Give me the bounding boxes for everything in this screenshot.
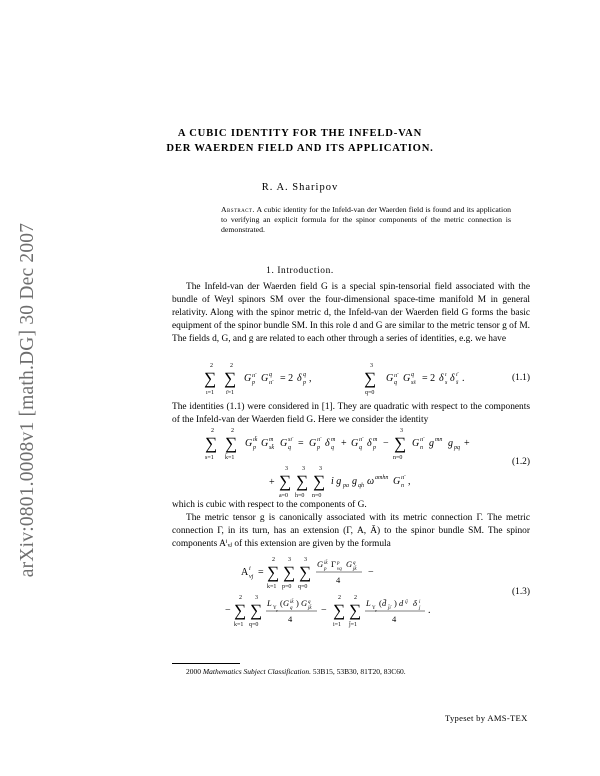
svg-text:ı̄=1: ı̄=1 <box>226 390 235 396</box>
svg-text:−: − <box>383 438 389 449</box>
svg-text:v: v <box>375 608 377 613</box>
svg-text:d̄: d̄ <box>382 598 387 608</box>
svg-text:G: G <box>301 598 308 608</box>
svg-text:2: 2 <box>231 428 234 434</box>
abstract-text: A cubic identity for the Infeld-van der Waerden field is found and its application to verifying an explicit formula for the spinor components of the metric connection is demonstrated. <box>221 205 511 235</box>
svg-text:2: 2 <box>210 363 213 369</box>
svg-text:∑: ∑ <box>364 369 377 388</box>
svg-text:j̄=1: j̄=1 <box>349 622 358 628</box>
svg-text:∑: ∑ <box>225 434 238 453</box>
svg-text:j̄ı̄: j̄ı̄ <box>388 606 391 611</box>
svg-text:δ: δ <box>297 373 302 384</box>
equation-1-3 <box>225 557 485 629</box>
svg-text:−: − <box>368 567 374 578</box>
svg-text:g: g <box>448 438 453 449</box>
svg-text:pq: pq <box>454 445 460 451</box>
svg-text:p: p <box>373 445 376 451</box>
paragraph-intro-text: The Infeld-van der Waerden field G is a special spin-tensorial field associated with the bundle of Weyl spinors SM over the four-dimensional space-time manifold M in general relativity. Along with the spinor metric d, the Infeld-van der Waerden field G forms the basic equipment of the spinor bundle SM. In this role d and G are similar to the metric tensor g of M. The fields d, G, and g are related to each other through a series of identities, e.g. we have <box>172 282 530 345</box>
svg-text:m: m <box>269 437 274 443</box>
svg-text:2: 2 <box>211 428 214 434</box>
svg-text:ss̄: ss̄ <box>411 380 416 386</box>
svg-text:ı=1: ı=1 <box>206 390 215 396</box>
svg-text:ıı̄: ıı̄ <box>394 373 398 379</box>
svg-text:qh: qh <box>358 483 364 489</box>
svg-text:mn: mn <box>435 437 443 443</box>
svg-text:3: 3 <box>370 363 373 369</box>
svg-text:ı̄: ı̄ <box>456 372 458 378</box>
svg-text:p: p <box>252 380 255 386</box>
svg-text:h=0: h=0 <box>295 493 305 499</box>
svg-text:vq: vq <box>337 567 342 572</box>
svg-text:δ: δ <box>450 373 455 384</box>
footnote-codes: 53B15, 53B30, 81T20, 83C60. <box>312 667 406 676</box>
svg-text:sk̄: sk̄ <box>269 445 274 451</box>
svg-text:G: G <box>283 598 290 608</box>
svg-text:=: = <box>258 567 264 578</box>
svg-text:q: q <box>359 445 362 451</box>
svg-text:n=0: n=0 <box>393 455 403 461</box>
svg-text:∑: ∑ <box>349 601 362 620</box>
paragraph-intro <box>172 281 530 346</box>
svg-text:ıı̄: ıı̄ <box>317 437 321 443</box>
svg-text:q: q <box>308 600 311 605</box>
svg-text:G: G <box>412 438 420 449</box>
svg-text:p: p <box>337 561 340 566</box>
svg-text:): ) <box>394 598 397 608</box>
svg-text:q: q <box>303 372 306 378</box>
svg-text:G: G <box>386 373 394 384</box>
svg-text:s: s <box>445 380 448 386</box>
svg-text:n=0: n=0 <box>312 493 322 499</box>
svg-text:q=0: q=0 <box>298 584 308 590</box>
svg-text:v: v <box>276 608 278 613</box>
svg-text:2: 2 <box>338 595 341 601</box>
svg-text:2: 2 <box>230 363 233 369</box>
svg-text:Y: Y <box>273 606 277 611</box>
svg-text:∑: ∑ <box>250 601 263 620</box>
paragraph-identities <box>172 401 530 427</box>
svg-text:i=1: i=1 <box>333 622 342 628</box>
svg-text:3: 3 <box>285 466 288 472</box>
equation-1-2 <box>205 427 505 499</box>
svg-text:3: 3 <box>400 428 403 434</box>
svg-text:m: m <box>331 437 336 443</box>
equation-number-1-3: (1.3) <box>512 587 530 597</box>
svg-text:ıı̄: ıı̄ <box>359 437 363 443</box>
typeset-notice: Typeset by AMS-TEX <box>445 713 528 723</box>
svg-text:G: G <box>351 438 359 449</box>
svg-text:pa: pa <box>343 483 349 489</box>
arxiv-sidebar-stamp <box>14 175 42 625</box>
svg-text:G: G <box>261 373 269 384</box>
svg-text:ık̄: ık̄ <box>253 437 258 443</box>
svg-text:+: + <box>464 438 470 449</box>
svg-text:s=1: s=1 <box>205 455 214 461</box>
paragraph-identities-text: The identities (1.1) were considered in [1]. They are quadratic with respect to the components of the Infeld-van der Waerden field G. Here we consider the identity <box>172 402 530 426</box>
svg-text:a=0: a=0 <box>279 493 289 499</box>
svg-text:3: 3 <box>319 466 322 472</box>
svg-text:−: − <box>321 605 327 616</box>
svg-text:= 2: = 2 <box>422 373 436 384</box>
svg-text:k=1: k=1 <box>234 622 244 628</box>
svg-text:n: n <box>401 483 404 489</box>
svg-text:3: 3 <box>304 557 307 563</box>
svg-text:2: 2 <box>239 595 242 601</box>
footnote-year: 2000 <box>186 667 201 676</box>
section-heading: 1. Introduction. <box>266 266 334 276</box>
svg-text:ıı̄: ıı̄ <box>252 373 256 379</box>
svg-text:3: 3 <box>302 466 305 472</box>
svg-text:+: + <box>341 438 347 449</box>
svg-text:q: q <box>290 606 293 611</box>
svg-text:∑: ∑ <box>205 434 218 453</box>
svg-text:G: G <box>317 559 324 569</box>
svg-text:∑: ∑ <box>299 563 312 582</box>
svg-text:,: , <box>309 373 312 384</box>
footnote-label: Mathematics Subject Classification. <box>202 667 311 676</box>
svg-text:d: d <box>399 598 404 608</box>
svg-text:∑: ∑ <box>267 563 280 582</box>
svg-text:G: G <box>346 559 353 569</box>
svg-text:ıı̄: ıı̄ <box>420 437 424 443</box>
svg-text:G: G <box>244 373 252 384</box>
svg-text:δ: δ <box>413 598 417 608</box>
svg-text:i: i <box>249 566 251 572</box>
svg-text:,: , <box>408 476 411 487</box>
svg-text:q: q <box>288 445 291 451</box>
svg-text:δ: δ <box>325 438 330 449</box>
svg-text:ı̄j: ı̄j <box>405 600 408 605</box>
paragraph-cubic-text: which is cubic with respect to the components of G. <box>172 500 367 510</box>
svg-text:k̄=1: k̄=1 <box>225 455 235 461</box>
svg-text:= 2: = 2 <box>280 373 294 384</box>
paragraph-connection-text: The metric tensor g is canonically associated with its metric connection Γ. The metric connection Γ, in its turn, has an extension (Γ, A, Ā) to the spinor bundle SM. The spinor components Aⁱᵥⱼ of this extension are given by the formula <box>172 513 530 550</box>
svg-text:A: A <box>241 567 249 578</box>
svg-text:∑: ∑ <box>279 472 292 491</box>
equation-number-1-2: (1.2) <box>512 457 530 467</box>
svg-text:p: p <box>324 567 327 572</box>
svg-text:∑: ∑ <box>283 563 296 582</box>
equation-1-1 <box>200 363 500 397</box>
svg-text:amhn: amhn <box>375 475 389 481</box>
svg-text:2: 2 <box>272 557 275 563</box>
svg-text:jk̄: jk̄ <box>353 567 357 572</box>
svg-text:L: L <box>267 598 272 608</box>
svg-text:(: ( <box>379 598 382 608</box>
svg-text:3: 3 <box>255 595 258 601</box>
svg-text:.: . <box>428 605 431 616</box>
author: R. A. Sharipov <box>261 182 339 193</box>
svg-text:sı̄: sı̄ <box>288 437 293 443</box>
svg-text:∑: ∑ <box>234 601 247 620</box>
svg-text:4: 4 <box>336 575 341 585</box>
svg-text:∑: ∑ <box>333 601 346 620</box>
svg-text:vj: vj <box>249 574 254 580</box>
svg-text:s̄: s̄ <box>456 380 459 386</box>
svg-text:p: p <box>317 445 320 451</box>
svg-text:i g: i g <box>331 476 342 487</box>
svg-text:.: . <box>462 373 465 384</box>
paper-title-line-2: DER WAERDEN FIELD AND ITS APPLICATION. <box>166 143 434 154</box>
footnote <box>186 667 406 676</box>
svg-text:q: q <box>394 380 397 386</box>
abstract <box>221 205 511 236</box>
svg-text:ı: ı <box>445 372 447 378</box>
svg-text:p=0: p=0 <box>282 584 292 590</box>
svg-text:G: G <box>403 373 411 384</box>
svg-text:+: + <box>269 477 275 488</box>
svg-text:jk̄: jk̄ <box>308 606 312 611</box>
svg-text:ıı̄: ıı̄ <box>269 380 273 386</box>
svg-text:m: m <box>373 437 378 443</box>
svg-text:k=1: k=1 <box>267 584 277 590</box>
svg-text:Y: Y <box>372 606 376 611</box>
svg-text:g: g <box>352 476 357 487</box>
svg-text:j: j <box>419 606 421 611</box>
svg-text:L: L <box>366 598 371 608</box>
svg-text:3: 3 <box>288 557 291 563</box>
svg-text:(: ( <box>280 598 283 608</box>
svg-text:q: q <box>269 372 272 378</box>
svg-text:q: q <box>331 445 334 451</box>
svg-text:q=0: q=0 <box>365 390 375 396</box>
svg-text:g: g <box>429 438 434 449</box>
svg-text:q=0: q=0 <box>249 622 259 628</box>
svg-text:n: n <box>420 445 423 451</box>
svg-text:i: i <box>419 600 421 605</box>
svg-text:∑: ∑ <box>204 369 217 388</box>
svg-text:ıı̄: ıı̄ <box>401 475 405 481</box>
svg-text:ik̄: ik̄ <box>324 561 328 566</box>
svg-text:G: G <box>309 438 317 449</box>
svg-text:δ: δ <box>439 373 444 384</box>
svg-text:q: q <box>411 372 414 378</box>
footnote-rule <box>172 663 240 664</box>
svg-text:∑: ∑ <box>394 434 407 453</box>
svg-text:−: − <box>225 605 231 616</box>
svg-text:=: = <box>298 438 304 449</box>
svg-text:G: G <box>280 438 288 449</box>
paper-title-line-1: A CUBIC IDENTITY FOR THE INFELD-VAN <box>177 128 423 139</box>
svg-text:Γ: Γ <box>331 559 336 569</box>
svg-text:p: p <box>253 445 256 451</box>
paragraph-cubic <box>172 499 530 512</box>
svg-text:∑: ∑ <box>224 369 237 388</box>
svg-text:4: 4 <box>392 614 397 624</box>
svg-text:∑: ∑ <box>313 472 326 491</box>
svg-text:): ) <box>296 598 299 608</box>
svg-text:G: G <box>245 438 253 449</box>
svg-text:2: 2 <box>354 595 357 601</box>
svg-text:δ: δ <box>367 438 372 449</box>
abstract-label: Abstract. <box>221 205 255 214</box>
svg-text:q: q <box>353 561 356 566</box>
svg-text:ik̄: ik̄ <box>290 600 294 605</box>
paragraph-connection <box>172 512 530 551</box>
svg-text:G: G <box>393 476 401 487</box>
svg-text:∑: ∑ <box>296 472 309 491</box>
svg-text:G: G <box>261 438 269 449</box>
svg-text:p: p <box>303 380 306 386</box>
svg-text:ω: ω <box>367 476 375 487</box>
arxiv-id: arXiv:0801.0008v1 [math.DG] 30 Dec 2007 <box>17 222 38 578</box>
svg-text:4: 4 <box>288 614 293 624</box>
equation-number-1-1: (1.1) <box>512 373 530 383</box>
